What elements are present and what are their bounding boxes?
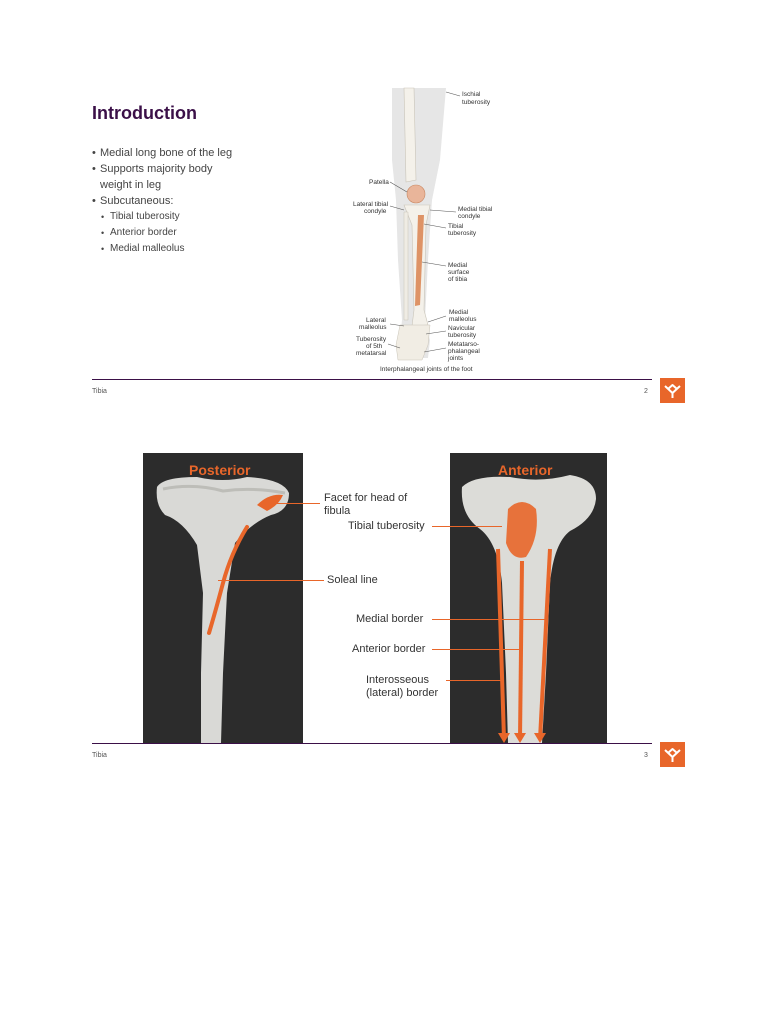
diagram-label: condyle [458, 213, 481, 220]
anterior-title: Anterior [498, 462, 553, 478]
annotation-tibial-tuberosity: Tibial tuberosity [348, 520, 425, 532]
annotation-soleal-line: Soleal line [327, 574, 378, 586]
diagram-label: metatarsal [356, 350, 387, 357]
diagram-label: Patella [369, 179, 389, 186]
diagram-label: Medial [448, 262, 468, 269]
page-number: 3 [644, 752, 648, 759]
diagram-label: Tibial [448, 223, 464, 230]
diagram-label: tuberosity [448, 332, 477, 339]
university-logo-icon [660, 378, 685, 403]
bullet-text-line: weight in leg [100, 179, 162, 191]
leader-line [218, 580, 324, 581]
leader-line [270, 503, 320, 504]
sub-bullet-item: • Medial malleolus [92, 241, 232, 257]
diagram-label: malleolus [359, 324, 387, 331]
bullet-item [92, 161, 232, 193]
annotation-line: fibula [324, 505, 351, 517]
bullet-text-line: Supports majority body [100, 163, 213, 175]
diagram-label: of 5th [366, 343, 383, 350]
diagram-label: tuberosity [462, 99, 491, 106]
annotation-line: (lateral) border [366, 687, 439, 699]
diagram-label: of tibia [448, 276, 468, 283]
diagram-label: Navicular [448, 325, 476, 332]
leader-line [446, 680, 502, 681]
diagram-label: phalangeal [448, 348, 480, 355]
posterior-title: Posterior [189, 462, 251, 478]
university-logo-icon [660, 742, 685, 767]
annotation-line: Interosseous [366, 674, 429, 686]
diagram-label: condyle [364, 208, 387, 215]
leader-line [432, 619, 548, 620]
footer-label: Tibia [92, 752, 107, 759]
slide-title: Introduction [92, 103, 197, 123]
diagram-label: joints [448, 355, 464, 362]
footer-divider [92, 743, 652, 744]
diagram-label: Interphalangeal joints of the foot [380, 366, 473, 373]
sub-bullet-item: • Tibial tuberosity [92, 209, 232, 225]
diagram-label: malleolus [449, 316, 477, 323]
annotation-facet [324, 492, 407, 518]
annotation-anterior-border: Anterior border [352, 643, 426, 655]
diagram-label: Metatarso- [448, 341, 480, 348]
diagram-label: surface [448, 269, 470, 276]
anterior-tibia-photo [450, 453, 607, 743]
diagram-label: Lateral [366, 317, 386, 324]
bullet-item: • Subcutaneous: [92, 193, 232, 209]
leader-line [432, 526, 502, 527]
sub-bullet-item: • Anterior border [92, 225, 232, 241]
diagram-label: tuberosity [448, 230, 477, 237]
leader-line [432, 649, 520, 650]
bullet-list [92, 145, 232, 257]
diagram-label: Medial tibial [458, 206, 493, 213]
annotation-medial-border: Medial border [356, 613, 424, 625]
diagram-label: Lateral tibial [353, 201, 389, 208]
page-number: 2 [644, 388, 648, 395]
annotation-line: Facet for head of [324, 492, 408, 504]
annotation-interosseous [366, 674, 438, 700]
bullet-item: • Medial long bone of the leg [92, 145, 232, 161]
diagram-label: Ischial [462, 91, 481, 98]
posterior-tibia-photo [143, 453, 303, 743]
footer-label: Tibia [92, 388, 107, 395]
diagram-label: Tuberosity [356, 336, 387, 343]
leg-bones-diagram [275, 85, 535, 380]
footer-divider [92, 379, 652, 380]
diagram-label: Medial [449, 309, 469, 316]
